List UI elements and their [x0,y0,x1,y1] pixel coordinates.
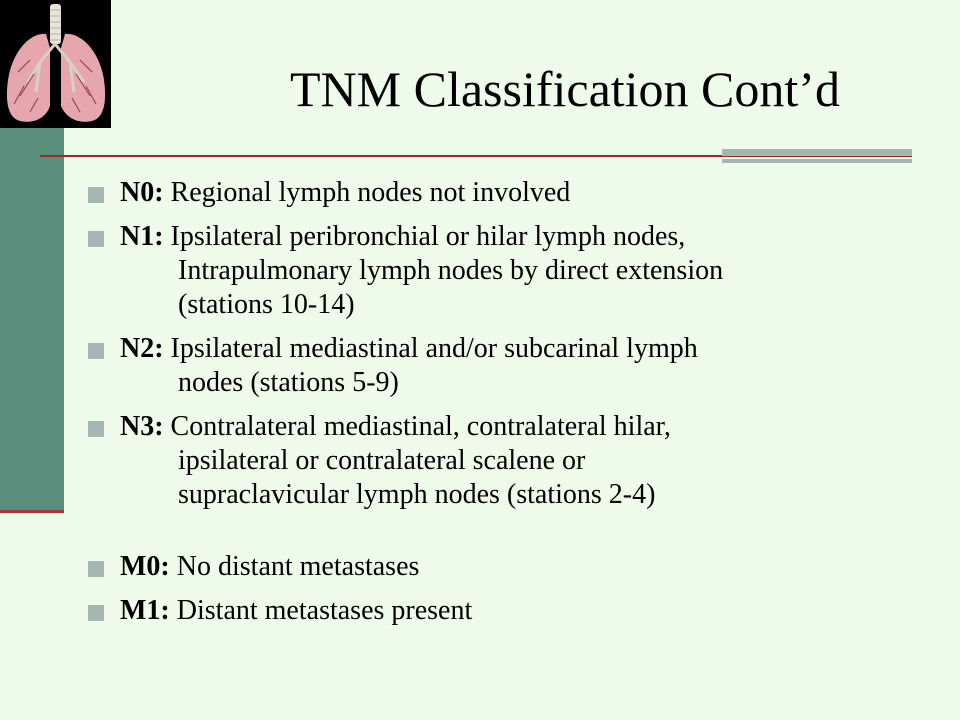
list-item [88,220,928,322]
item-text: Contralateral mediastinal, contralateral hilar, [163,411,671,442]
item-continuation: supraclavicular lymph nodes (stations 2-4) [178,479,656,510]
list-item [88,332,928,400]
left-sidebar-divider [0,510,64,513]
item-continuation: (stations 10-14) [178,289,355,320]
title-divider-accent [722,149,912,156]
item-continuation: nodes (stations 5-9) [178,367,399,398]
lungs-illustration [0,0,111,128]
list-item [88,594,928,628]
square-bullet-icon [88,343,104,359]
item-label: M1: [120,595,170,626]
square-bullet-icon [88,561,104,577]
item-text: No distant metastases [169,551,420,582]
list-item [88,410,928,512]
slide-title: TNM Classification Cont’d [290,61,840,117]
item-text: Ipsilateral peribronchial or hilar lymph nodes, [163,221,686,252]
square-bullet-icon [88,421,104,437]
item-label: N3: [120,411,164,442]
item-continuation: ipsilateral or contralateral scalene or [178,445,586,476]
title-divider-accent [722,159,912,163]
list-item [88,176,928,210]
square-bullet-icon [88,605,104,621]
item-text: Distant metastases present [169,595,473,626]
item-label: N1: [120,221,164,252]
list-item [88,550,928,584]
item-label: M0: [120,551,170,582]
lungs-icon [0,0,111,128]
item-text: Regional lymph nodes not involved [163,177,571,208]
item-label: N2: [120,333,164,364]
item-label: N0: [120,177,164,208]
square-bullet-icon [88,187,104,203]
left-sidebar-accent [0,128,64,510]
bullet-list [88,176,928,638]
item-continuation: Intrapulmonary lymph nodes by direct extension [178,255,724,286]
square-bullet-icon [88,231,104,247]
item-text: Ipsilateral mediastinal and/or subcarinal lymph [163,333,698,364]
